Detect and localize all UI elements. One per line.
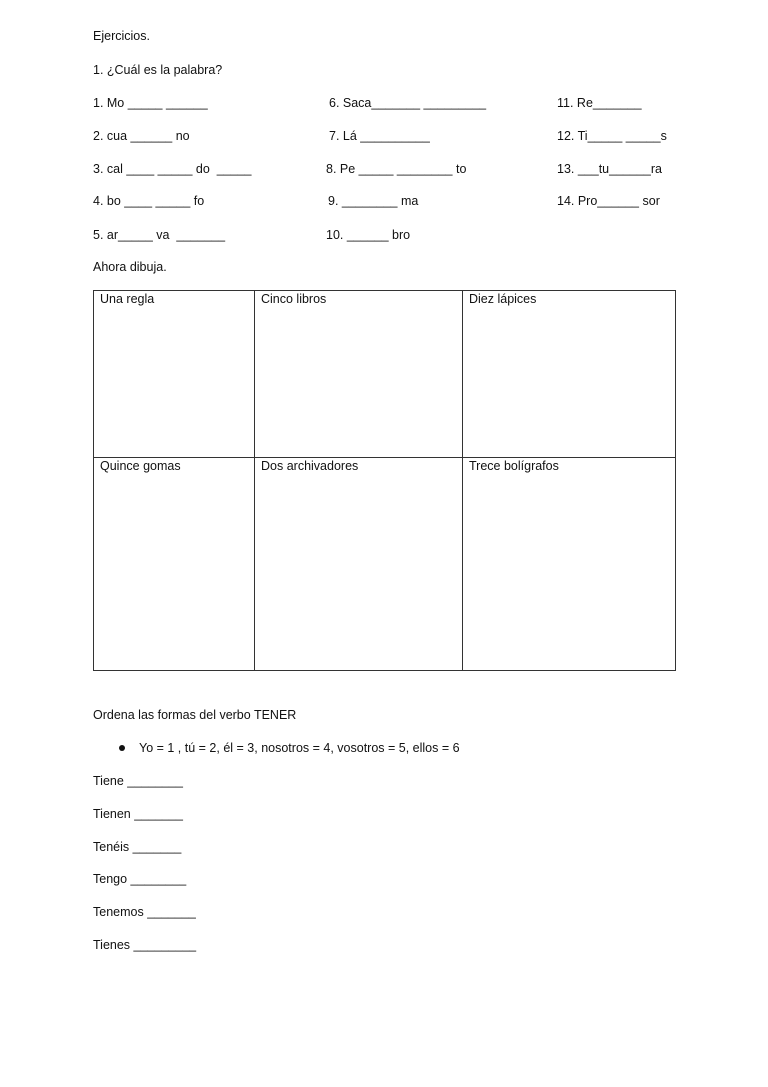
word-item-11: 11. Re_______ bbox=[557, 96, 642, 110]
cell-label: Quince gomas bbox=[100, 459, 181, 473]
word-item-8: 8. Pe _____ ________ to bbox=[326, 162, 467, 176]
word-item-13: 13. ___tu______ra bbox=[557, 162, 662, 176]
verb-item-tienen: Tienen _______ bbox=[93, 807, 183, 821]
cell-label: Cinco libros bbox=[261, 292, 327, 306]
cell-label: Una regla bbox=[100, 292, 155, 306]
bullet-text: Yo = 1 , tú = 2, él = 3, nosotros = 4, vosotros = 5, ellos = 6 bbox=[139, 741, 460, 755]
verb-item-tiene: Tiene ________ bbox=[93, 774, 183, 788]
word-item-4: 4. bo ____ _____ fo bbox=[93, 194, 205, 208]
verb-item-tienes: Tienes _________ bbox=[93, 938, 197, 952]
bullet-icon bbox=[119, 745, 125, 751]
section3-title: Ordena las formas del verbo TENER bbox=[93, 708, 297, 722]
word-item-10: 10. ______ bro bbox=[326, 228, 411, 242]
word-item-2: 2. cua ______ no bbox=[93, 129, 190, 143]
cell-label: Dos archivadores bbox=[261, 459, 359, 473]
section1-title: 1. ¿Cuál es la palabra? bbox=[93, 63, 223, 77]
word-item-5: 5. ar_____ va _______ bbox=[93, 228, 226, 242]
word-item-9: 9. ________ ma bbox=[328, 194, 419, 208]
drawing-cell-quince-gomas bbox=[94, 458, 255, 670]
cell-label: Diez lápices bbox=[469, 292, 537, 306]
word-item-14: 14. Pro______ sor bbox=[557, 194, 660, 208]
drawing-cell-trece-boligrafos bbox=[463, 458, 675, 670]
cell-label: Trece bolígrafos bbox=[469, 459, 559, 473]
verb-item-tengo: Tengo ________ bbox=[93, 872, 187, 886]
drawing-cell-diez-lapices bbox=[463, 291, 675, 458]
verb-item-tenemos: Tenemos _______ bbox=[93, 905, 196, 919]
word-item-7: 7. Lá __________ bbox=[329, 129, 430, 143]
verb-item-teneis: Tenéis _______ bbox=[93, 840, 182, 854]
word-item-12: 12. Ti_____ _____s bbox=[557, 129, 667, 143]
drawing-table bbox=[93, 290, 676, 671]
drawing-cell-dos-archivadores bbox=[255, 458, 463, 670]
word-item-1: 1. Mo _____ ______ bbox=[93, 96, 208, 110]
word-item-6: 6. Saca_______ _________ bbox=[329, 96, 487, 110]
drawing-cell-una-regla bbox=[94, 291, 255, 458]
word-item-3: 3. cal ____ _____ do _____ bbox=[93, 162, 252, 176]
section2-title: Ahora dibuja. bbox=[93, 260, 167, 274]
worksheet-heading: Ejercicios. bbox=[93, 29, 150, 43]
drawing-cell-cinco-libros bbox=[255, 291, 463, 458]
